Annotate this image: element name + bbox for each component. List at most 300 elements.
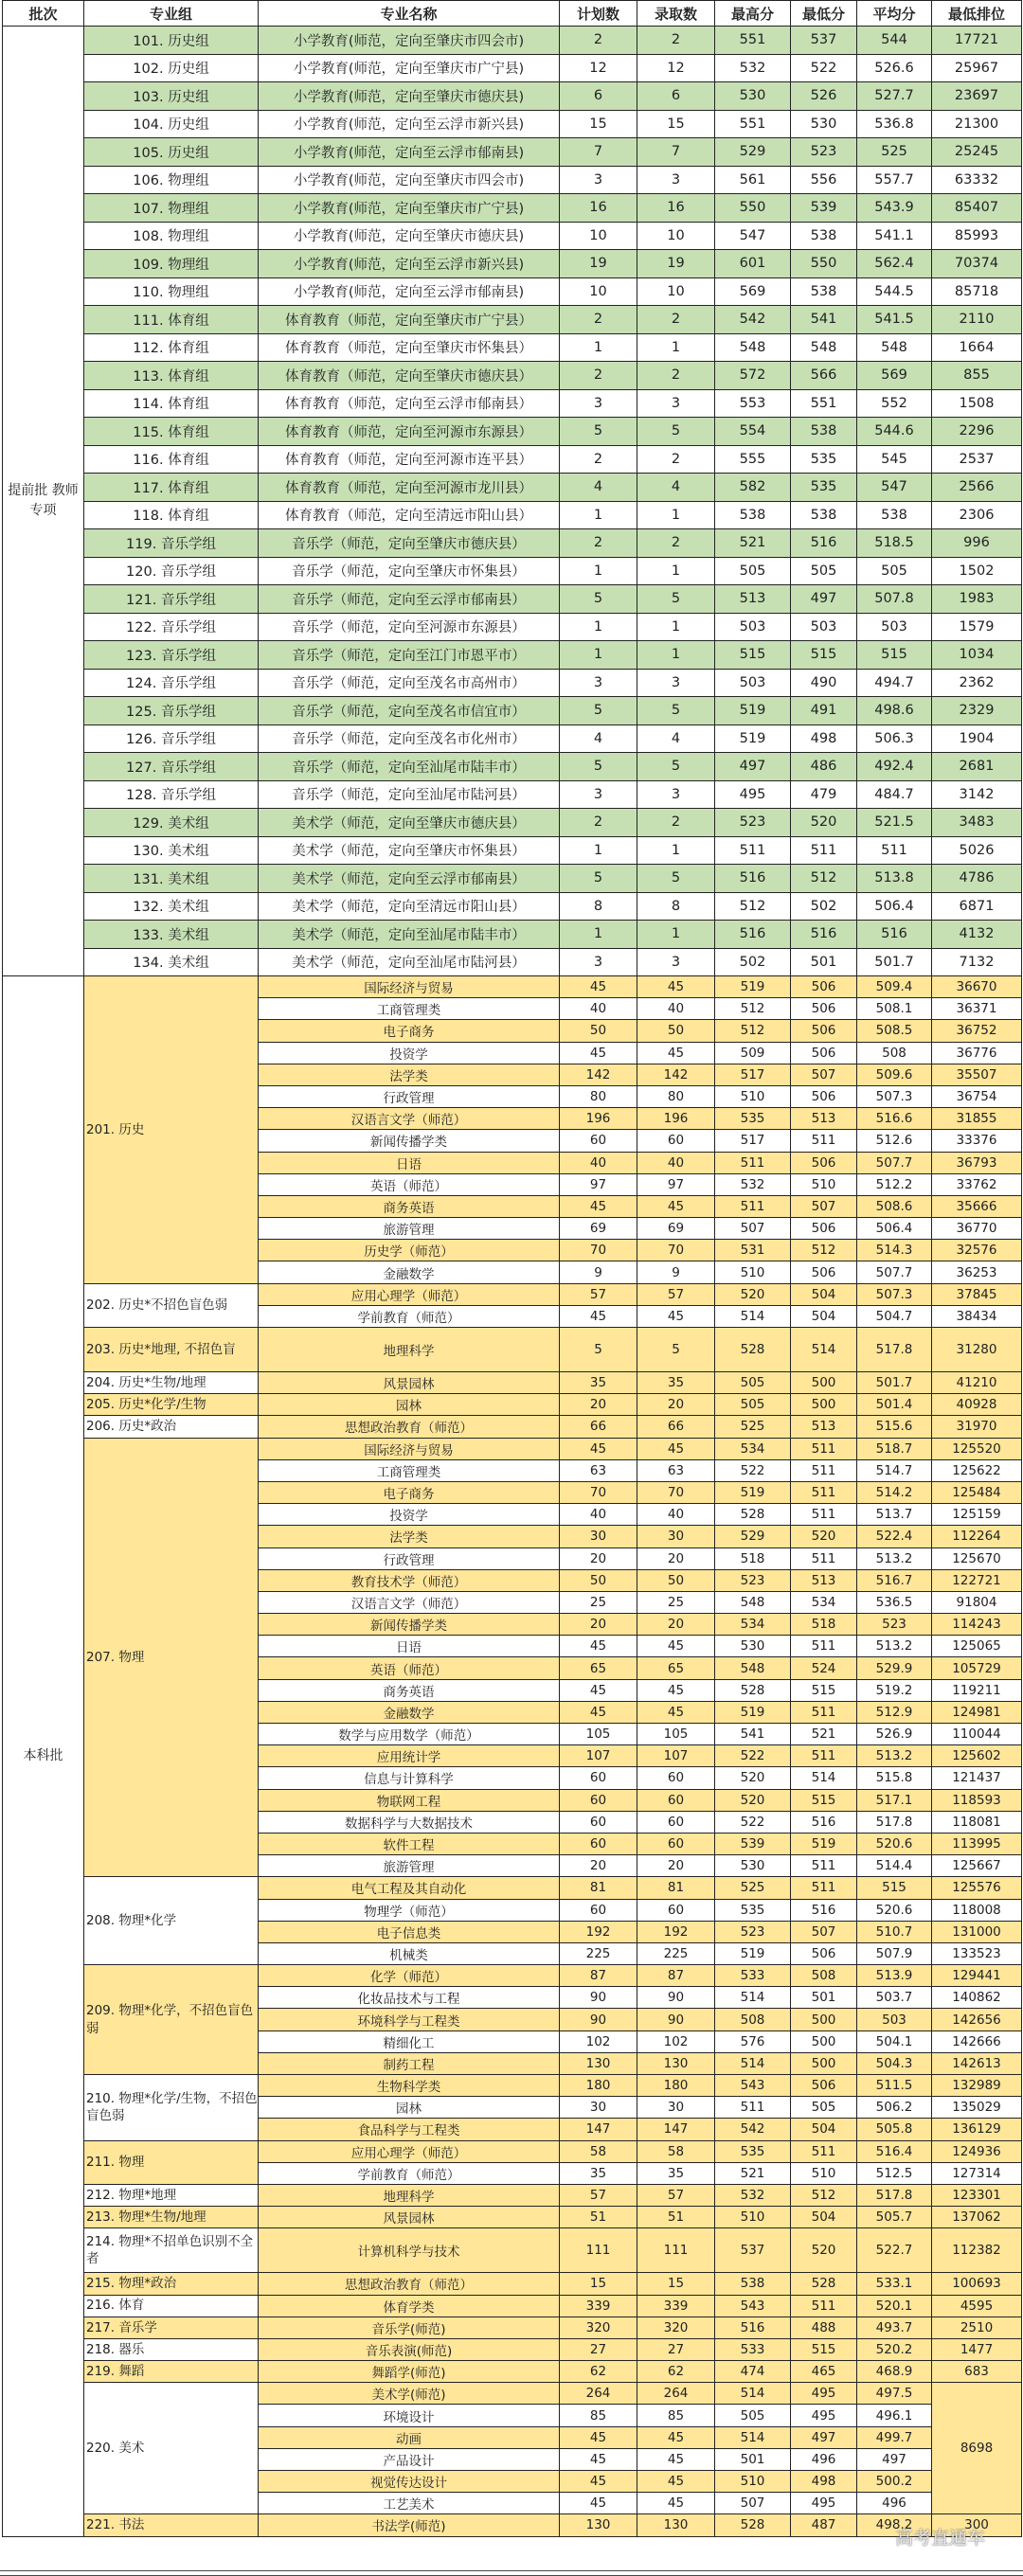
plan-cell: 16	[560, 194, 637, 223]
major-cell: 环境设计	[259, 2405, 560, 2426]
rank-cell: 121437	[932, 1767, 1022, 1789]
max-cell: 542	[715, 2119, 791, 2140]
avg-cell: 562.4	[857, 250, 932, 278]
avg-cell: 507.9	[857, 1942, 932, 1964]
min-cell: 511	[791, 1745, 857, 1767]
plan-cell: 105	[560, 1724, 637, 1745]
avg-cell: 507.3	[857, 1085, 932, 1107]
min-cell: 504	[791, 2207, 857, 2228]
rank-cell: 2362	[932, 669, 1022, 697]
min-cell: 507	[791, 1921, 857, 1942]
min-cell: 502	[791, 892, 857, 921]
major-cell: 音乐学（师范，定向至汕尾市陆丰市）	[259, 753, 560, 781]
max-cell: 517	[715, 1130, 791, 1152]
major-cell: 教育技术学（师范）	[259, 1569, 560, 1591]
avg-cell: 518.7	[857, 1438, 932, 1459]
min-cell: 519	[791, 1833, 857, 1854]
rank-cell: 105729	[932, 1657, 1022, 1679]
admit-cell: 62	[637, 2361, 715, 2383]
major-cell: 小学教育(师范，定向至云浮市新兴县)	[259, 110, 560, 138]
min-cell: 500	[791, 2009, 857, 2030]
rank-cell: 63332	[932, 166, 1022, 194]
avg-cell: 544.5	[857, 277, 932, 306]
max-cell: 497	[715, 753, 791, 781]
admit-cell: 27	[637, 2338, 715, 2360]
max-cell: 550	[715, 194, 791, 223]
avg-cell: 484.7	[857, 780, 932, 809]
avg-cell: 518.5	[857, 529, 932, 558]
major-cell: 历史学（师范）	[259, 1240, 560, 1261]
admit-cell: 40	[637, 1504, 715, 1526]
avg-cell: 513.2	[857, 1745, 932, 1767]
avg-cell: 520.1	[857, 2295, 932, 2317]
admit-cell: 1	[637, 333, 715, 362]
min-cell: 518	[791, 1614, 857, 1636]
admit-cell: 19	[637, 250, 715, 278]
major-cell: 音乐学（师范，定向至江门市恩平市）	[259, 641, 560, 670]
min-cell: 535	[791, 474, 857, 502]
rank-cell: 1579	[932, 613, 1022, 641]
max-cell: 543	[715, 2075, 791, 2097]
plan-cell: 45	[560, 2471, 637, 2493]
max-cell: 519	[715, 1701, 791, 1723]
group-cell: 104. 历史组	[84, 110, 259, 138]
admit-cell: 30	[637, 2097, 715, 2119]
min-cell: 513	[791, 1416, 857, 1438]
group-cell: 111. 体育组	[84, 306, 259, 334]
admit-cell: 45	[637, 2471, 715, 2493]
avg-cell: 515	[857, 1877, 932, 1899]
rank-cell: 6871	[932, 892, 1022, 921]
max-cell: 512	[715, 892, 791, 921]
rank-cell: 4595	[932, 2295, 1022, 2317]
max-cell: 521	[715, 529, 791, 558]
min-cell: 510	[791, 1173, 857, 1195]
rank-cell: 37845	[932, 1283, 1022, 1305]
admit-cell: 5	[637, 865, 715, 893]
avg-cell: 511	[857, 836, 932, 865]
avg-cell: 498.2	[857, 2514, 932, 2536]
admit-cell: 60	[637, 1130, 715, 1152]
major-cell: 汉语言文学（师范）	[259, 1591, 560, 1613]
rank-cell: 125520	[932, 1438, 1022, 1459]
plan-cell: 45	[560, 1195, 637, 1217]
group-cell: 218. 器乐	[84, 2338, 259, 2360]
min-cell: 511	[791, 836, 857, 865]
max-cell: 535	[715, 1899, 791, 1921]
max-cell: 528	[715, 1328, 791, 1372]
min-cell: 479	[791, 780, 857, 809]
admit-cell: 2	[637, 362, 715, 390]
major-cell: 地理科学	[259, 2184, 560, 2206]
avg-cell: 512.5	[857, 2162, 932, 2184]
table-row	[3, 2075, 1022, 2097]
rank-cell: 70374	[932, 250, 1022, 278]
major-cell: 小学教育(师范，定向至肇庆市德庆县)	[259, 82, 560, 111]
avg-cell: 557.7	[857, 166, 932, 194]
admit-cell: 196	[637, 1108, 715, 1130]
rank-cell: 131000	[932, 1921, 1022, 1942]
major-cell: 化学（师范）	[259, 1965, 560, 1987]
admit-cell: 20	[637, 1547, 715, 1569]
admit-cell: 45	[637, 2493, 715, 2514]
plan-cell: 12	[560, 54, 637, 82]
table-row	[3, 585, 1022, 614]
admit-cell: 57	[637, 2184, 715, 2206]
avg-cell: 513.2	[857, 1636, 932, 1657]
admit-cell: 192	[637, 1921, 715, 1942]
admit-cell: 7	[637, 138, 715, 167]
major-cell: 商务英语	[259, 1195, 560, 1217]
plan-cell: 2	[560, 809, 637, 837]
max-cell: 507	[715, 2493, 791, 2514]
max-cell: 523	[715, 1921, 791, 1942]
max-cell: 505	[715, 1372, 791, 1394]
avg-cell: 510.7	[857, 1921, 932, 1942]
plan-cell: 1	[560, 501, 637, 529]
group-cell: 217. 音乐学	[84, 2317, 259, 2338]
table-row	[3, 306, 1022, 334]
min-cell: 514	[791, 1328, 857, 1372]
plan-cell: 87	[560, 1965, 637, 1987]
min-cell: 506	[791, 1942, 857, 1964]
major-cell: 园林	[259, 2097, 560, 2119]
avg-cell: 541.1	[857, 222, 932, 250]
avg-cell: 514.3	[857, 1240, 932, 1261]
admit-cell: 180	[637, 2075, 715, 2097]
major-cell: 环境科学与工程类	[259, 2009, 560, 2030]
header-min: 最低分	[791, 1, 857, 27]
max-cell: 505	[715, 557, 791, 585]
group-cell: 129. 美术组	[84, 809, 259, 837]
avg-cell: 544.6	[857, 418, 932, 446]
avg-cell: 494.7	[857, 669, 932, 697]
admit-cell: 4	[637, 474, 715, 502]
min-cell: 486	[791, 753, 857, 781]
avg-cell: 552	[857, 389, 932, 418]
major-cell: 信息与计算科学	[259, 1767, 560, 1789]
avg-cell: 493.7	[857, 2317, 932, 2338]
max-cell: 561	[715, 166, 791, 194]
avg-cell: 526.9	[857, 1724, 932, 1745]
rank-cell: 125576	[932, 1877, 1022, 1899]
avg-cell: 517.8	[857, 1328, 932, 1372]
major-cell: 法学类	[259, 1526, 560, 1547]
rank-cell: 7132	[932, 948, 1022, 976]
max-cell: 519	[715, 724, 791, 753]
min-cell: 511	[791, 1504, 857, 1526]
plan-cell: 45	[560, 976, 637, 998]
max-cell: 513	[715, 585, 791, 614]
min-cell: 501	[791, 948, 857, 976]
group-cell: 130. 美术组	[84, 836, 259, 865]
admit-cell: 2	[637, 529, 715, 558]
rank-cell: 118593	[932, 1789, 1022, 1811]
admit-cell: 107	[637, 1745, 715, 1767]
group-cell: 219. 舞蹈	[84, 2361, 259, 2383]
min-cell: 524	[791, 1657, 857, 1679]
max-cell: 553	[715, 389, 791, 418]
plan-cell: 264	[560, 2383, 637, 2405]
table-row	[3, 669, 1022, 697]
avg-cell: 505	[857, 557, 932, 585]
avg-cell: 512.9	[857, 1701, 932, 1723]
avg-cell: 509.4	[857, 976, 932, 998]
max-cell: 514	[715, 2383, 791, 2405]
avg-cell: 523	[857, 1614, 932, 1636]
admit-cell: 225	[637, 1942, 715, 1964]
max-cell: 511	[715, 1195, 791, 1217]
plan-cell: 111	[560, 2228, 637, 2273]
plan-cell: 4	[560, 474, 637, 502]
plan-cell: 5	[560, 418, 637, 446]
table-row	[3, 333, 1022, 362]
avg-cell: 508	[857, 1042, 932, 1064]
max-cell: 503	[715, 669, 791, 697]
max-cell: 533	[715, 2338, 791, 2360]
table-row	[3, 2338, 1022, 2360]
rank-cell: 3483	[932, 809, 1022, 837]
plan-cell: 40	[560, 998, 637, 1020]
table-row	[3, 865, 1022, 893]
plan-cell: 58	[560, 2140, 637, 2162]
rank-cell: 1664	[932, 333, 1022, 362]
max-cell: 528	[715, 2514, 791, 2536]
table-row	[3, 222, 1022, 250]
min-cell: 535	[791, 445, 857, 474]
rank-cell: 300	[932, 2514, 1022, 2536]
plan-cell: 20	[560, 1394, 637, 1416]
plan-cell: 45	[560, 1636, 637, 1657]
min-cell: 503	[791, 613, 857, 641]
admit-cell: 1	[637, 501, 715, 529]
group-cell: 202. 历史*不招色盲色弱	[84, 1283, 259, 1327]
admit-cell: 5	[637, 697, 715, 725]
min-cell: 538	[791, 501, 857, 529]
max-cell: 510	[715, 2207, 791, 2228]
avg-cell: 516.6	[857, 1108, 932, 1130]
min-cell: 513	[791, 1108, 857, 1130]
max-cell: 533	[715, 1965, 791, 1987]
max-cell: 510	[715, 1085, 791, 1107]
plan-cell: 1	[560, 333, 637, 362]
avg-cell: 505.8	[857, 2119, 932, 2140]
major-cell: 英语（师范）	[259, 1657, 560, 1679]
max-cell: 530	[715, 1636, 791, 1657]
plan-cell: 10	[560, 222, 637, 250]
group-cell: 207. 物理	[84, 1438, 259, 1877]
group-cell: 109. 物理组	[84, 250, 259, 278]
plan-cell: 20	[560, 1547, 637, 1569]
plan-cell: 30	[560, 2097, 637, 2119]
major-cell: 软件工程	[259, 1833, 560, 1854]
plan-cell: 45	[560, 2426, 637, 2448]
avg-cell: 521.5	[857, 809, 932, 837]
min-cell: 500	[791, 1394, 857, 1416]
avg-cell: 515.8	[857, 1767, 932, 1789]
avg-cell: 506.4	[857, 892, 932, 921]
table-row	[3, 2514, 1022, 2536]
major-cell: 国际经济与贸易	[259, 976, 560, 998]
rank-cell: 36670	[932, 976, 1022, 998]
plan-cell: 15	[560, 110, 637, 138]
group-cell: 120. 音乐学组	[84, 557, 259, 585]
table-row	[3, 2184, 1022, 2206]
min-cell: 506	[791, 1218, 857, 1240]
max-cell: 511	[715, 836, 791, 865]
group-cell: 121. 音乐学组	[84, 585, 259, 614]
max-cell: 522	[715, 1745, 791, 1767]
group-cell: 209. 物理*化学，不招色盲色弱	[84, 1965, 259, 2075]
table-row	[3, 389, 1022, 418]
major-cell: 商务英语	[259, 1679, 560, 1701]
major-cell: 风景园林	[259, 2207, 560, 2228]
max-cell: 530	[715, 82, 791, 111]
min-cell: 511	[791, 1636, 857, 1657]
rank-cell: 142666	[932, 2030, 1022, 2052]
plan-cell: 66	[560, 1416, 637, 1438]
max-cell: 511	[715, 1152, 791, 1173]
max-cell: 528	[715, 1504, 791, 1526]
rank-cell: 113995	[932, 1833, 1022, 1854]
rank-cell: 119211	[932, 1679, 1022, 1701]
table-row	[3, 2273, 1022, 2295]
rank-cell: 118081	[932, 1811, 1022, 1833]
max-cell: 501	[715, 2448, 791, 2470]
plan-cell: 3	[560, 389, 637, 418]
avg-cell: 548	[857, 333, 932, 362]
admit-cell: 6	[637, 82, 715, 111]
min-cell: 551	[791, 389, 857, 418]
avg-cell: 536.5	[857, 1591, 932, 1613]
admit-cell: 4	[637, 724, 715, 753]
min-cell: 511	[791, 1855, 857, 1877]
avg-cell: 514.4	[857, 1855, 932, 1877]
plan-cell: 57	[560, 1283, 637, 1305]
min-cell: 516	[791, 1899, 857, 1921]
plan-cell: 45	[560, 1305, 637, 1327]
admit-cell: 45	[637, 1042, 715, 1064]
max-cell: 525	[715, 1416, 791, 1438]
admit-cell: 45	[637, 1195, 715, 1217]
rank-cell: 35666	[932, 1195, 1022, 1217]
table-row	[3, 697, 1022, 725]
max-cell: 538	[715, 501, 791, 529]
group-cell: 204. 历史*生物/地理	[84, 1372, 259, 1394]
admit-cell: 20	[637, 1855, 715, 1877]
avg-cell: 507.3	[857, 1283, 932, 1305]
min-cell: 511	[791, 1481, 857, 1503]
max-cell: 507	[715, 1218, 791, 1240]
max-cell: 529	[715, 138, 791, 167]
max-cell: 532	[715, 54, 791, 82]
rank-cell: 1904	[932, 724, 1022, 753]
table-row	[3, 445, 1022, 474]
major-cell: 应用心理学（师范）	[259, 2140, 560, 2162]
avg-cell: 511.5	[857, 2075, 932, 2097]
rank-cell: 125667	[932, 1855, 1022, 1877]
group-cell: 208. 物理*化学	[84, 1877, 259, 1965]
table-row	[3, 250, 1022, 278]
min-cell: 506	[791, 1261, 857, 1283]
major-cell: 美术学（师范，定向至汕尾市陆丰市）	[259, 921, 560, 949]
min-cell: 496	[791, 2448, 857, 2470]
major-cell: 金融数学	[259, 1261, 560, 1283]
min-cell: 513	[791, 1569, 857, 1591]
rank-cell: 1477	[932, 2338, 1022, 2360]
major-cell: 音乐学（师范，定向至茂名市信宜市）	[259, 697, 560, 725]
major-cell: 音乐学（师范，定向至肇庆市德庆县）	[259, 529, 560, 558]
major-cell: 书法学(师范)	[259, 2514, 560, 2536]
min-cell: 511	[791, 2295, 857, 2317]
group-cell: 220. 美术	[84, 2383, 259, 2514]
max-cell: 522	[715, 1459, 791, 1481]
avg-cell: 499.7	[857, 2426, 932, 2448]
max-cell: 572	[715, 362, 791, 390]
min-cell: 515	[791, 2338, 857, 2360]
rank-cell: 2329	[932, 697, 1022, 725]
major-cell: 工艺美术	[259, 2493, 560, 2514]
group-cell: 215. 物理*政治	[84, 2273, 259, 2295]
plan-cell: 2	[560, 306, 637, 334]
max-cell: 551	[715, 110, 791, 138]
plan-cell: 5	[560, 1328, 637, 1372]
admit-cell: 35	[637, 1372, 715, 1394]
min-cell: 511	[791, 1877, 857, 1899]
min-cell: 465	[791, 2361, 857, 2383]
avg-cell: 520.2	[857, 2338, 932, 2360]
group-cell: 124. 音乐学组	[84, 669, 259, 697]
admit-cell: 5	[637, 418, 715, 446]
min-cell: 511	[791, 2140, 857, 2162]
admit-cell: 1	[637, 613, 715, 641]
major-cell: 投资学	[259, 1042, 560, 1064]
min-cell: 501	[791, 1987, 857, 2009]
group-cell: 117. 体育组	[84, 474, 259, 502]
admission-score-table	[2, 0, 1022, 2537]
min-cell: 520	[791, 2228, 857, 2273]
avg-cell: 544	[857, 27, 932, 55]
rank-cell: 125159	[932, 1504, 1022, 1526]
table-row	[3, 54, 1022, 82]
min-cell: 539	[791, 194, 857, 223]
major-cell: 电子信息类	[259, 1921, 560, 1942]
plan-cell: 45	[560, 2493, 637, 2514]
rank-cell: 124936	[932, 2140, 1022, 2162]
rank-cell: 36776	[932, 1042, 1022, 1064]
plan-cell: 85	[560, 2405, 637, 2426]
max-cell: 548	[715, 333, 791, 362]
major-cell: 日语	[259, 1152, 560, 1173]
admit-cell: 45	[637, 1305, 715, 1327]
table-row	[3, 557, 1022, 585]
plan-cell: 3	[560, 780, 637, 809]
plan-cell: 20	[560, 1855, 637, 1877]
rank-cell: 1034	[932, 641, 1022, 670]
plan-cell: 9	[560, 1261, 637, 1283]
group-cell: 107. 物理组	[84, 194, 259, 223]
major-cell: 工商管理类	[259, 1459, 560, 1481]
rank-cell: 129441	[932, 1965, 1022, 1987]
min-cell: 526	[791, 82, 857, 111]
group-cell: 122. 音乐学组	[84, 613, 259, 641]
rank-cell: 17721	[932, 27, 1022, 55]
min-cell: 504	[791, 1305, 857, 1327]
header-avg: 平均分	[857, 1, 932, 27]
header-batch: 批次	[3, 1, 84, 27]
admit-cell: 5	[637, 753, 715, 781]
min-cell: 507	[791, 1195, 857, 1217]
